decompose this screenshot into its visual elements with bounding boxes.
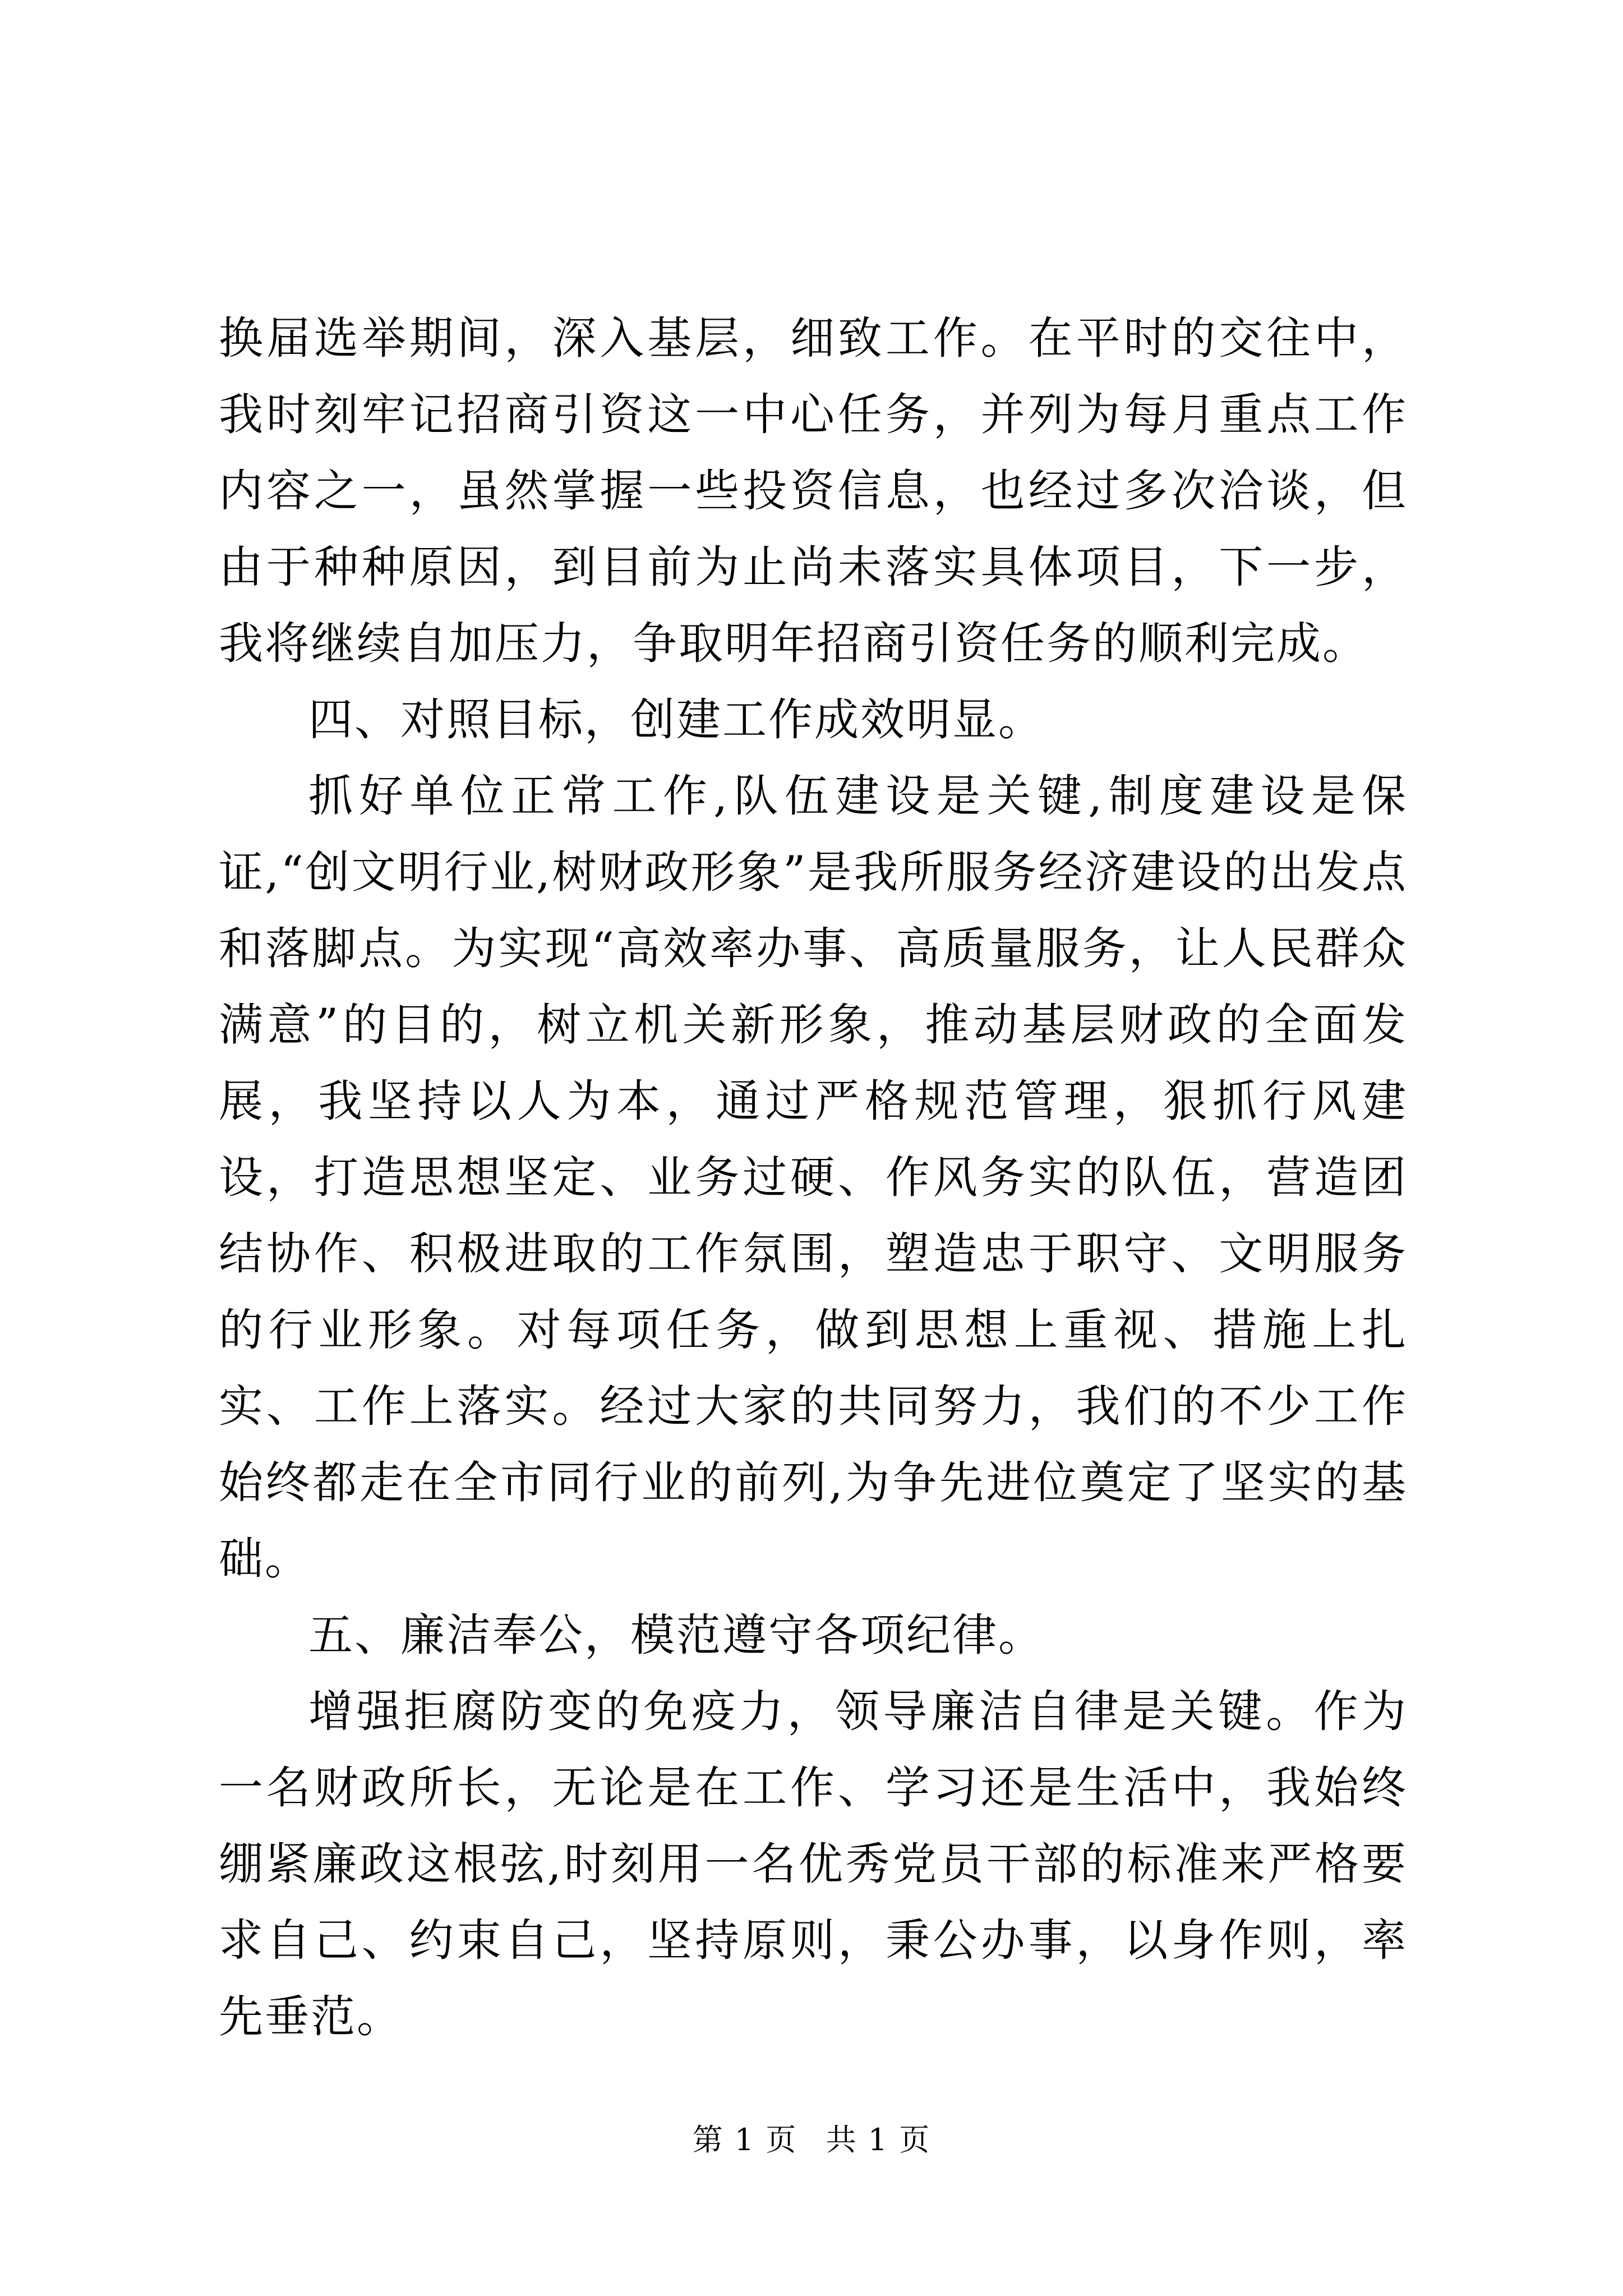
page-number: 第 1 页 (692, 2122, 797, 2157)
page-total: 共 1 页 (826, 2122, 931, 2157)
page-footer (0, 2120, 1623, 2160)
section-heading-five: 五、廉洁奉公，模范遵守各项纪律。 (308, 1609, 1044, 1661)
section-heading-four: 四、对照目标，创建工作成效明显。 (308, 694, 1044, 746)
paragraph-team-building: 抓好单位正常工作,队伍建设是关键,制度建设是保证,“创文明行业,树财政形象”是我所服务经济建设的出发点和落脚点。为实现“高效率办事、高质量服务，让人民群众满意”的目的，树立机关新形象，推动基层财政的全面发展，我坚持以人为本，通过严格规范管理，狠抓行风建设，打造思想坚定、业务过硬、作风务实的队伍，营造团结协作、积极进取的工作氛围，塑造忠于职守、文明服务的行业形象。对每项任务，做到思想上重视、措施上扎实、工作上落实。经过大家的共同努力，我们的不少工作始终都走在全市同行业的前列,为争先进位奠定了坚实的基础。 (219, 770, 1408, 1585)
paragraph-continuation: 换届选举期间，深入基层，细致工作。在平时的交往中，我时刻牢记招商引资这一中心任务，并列为每月重点工作内容之一，虽然掌握一些投资信息，也经过多次洽谈，但由于种种原因，到目前为止尚未落实具体项目，下一步，我将继续自加压力，争取明年招商引资任务的顺利完成。 (219, 312, 1408, 669)
paragraph-integrity: 增强拒腐防变的免疫力，领导廉洁自律是关键。作为一名财政所长，无论是在工作、学习还是生活中，我始终绷紧廉政这根弦,时刻用一名优秀党员干部的标准来严格要求自己、约束自己，坚持原则，秉公办事，以身作则，率先垂范。 (219, 1686, 1408, 2042)
document-body (219, 300, 1408, 2055)
